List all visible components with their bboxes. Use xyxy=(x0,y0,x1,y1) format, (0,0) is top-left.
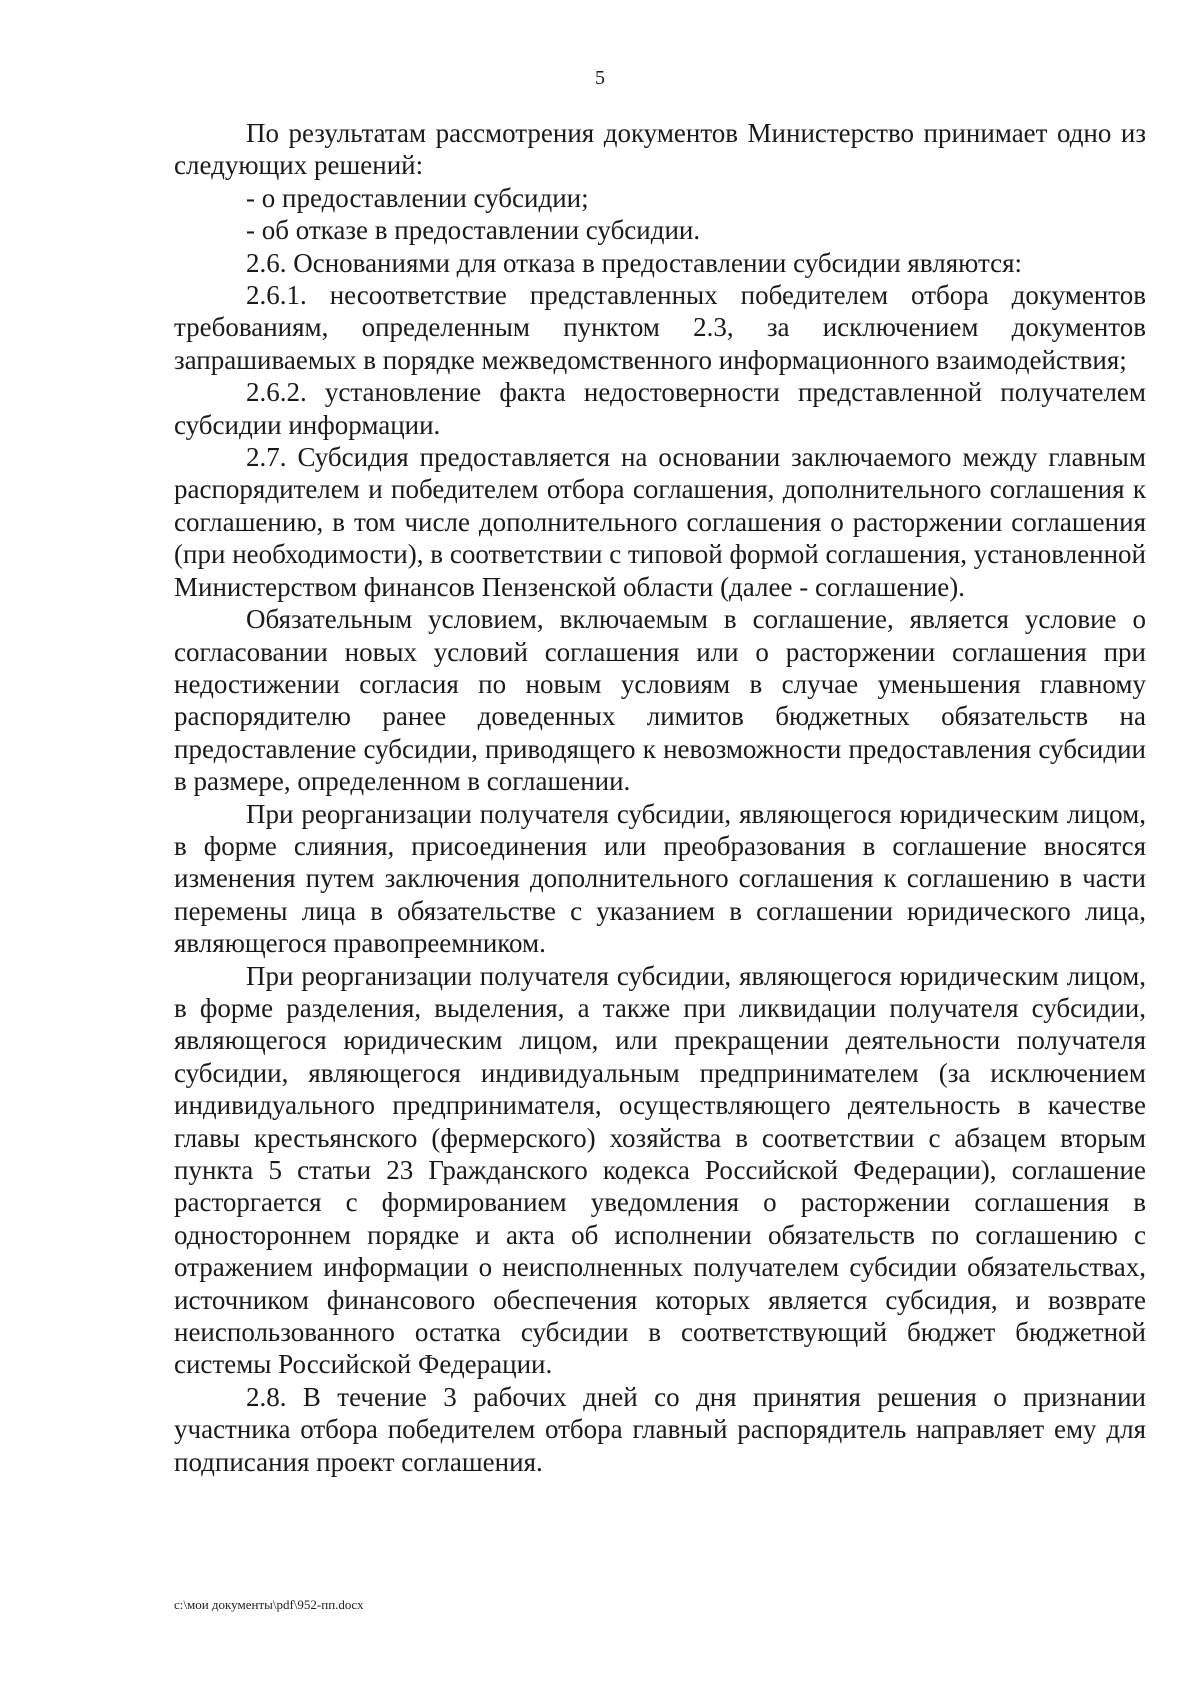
document-body xyxy=(174,117,1146,1478)
paragraph-2-6-1: 2.6.1. несоответствие представленных победителем отбора документов требованиям, определенным пунктом 2.3, за исключением документов запрашиваемых в порядке межведомственного информационного взаимодействия; xyxy=(174,280,1146,375)
paragraph-2-7: 2.7. Субсидия предоставляется на основании заключаемого между главным распорядителем и победителем отбора соглашения, дополнительного соглашения к соглашению, в том числе дополнительного соглашения о расторжении соглашения (при необходимости), в соответствии с типовой формой соглашения, установленной Министерством финансов Пензенской области (далее - соглашение). xyxy=(174,442,1146,602)
paragraph-decision-intro: По результатам рассмотрения документов Министерство принимает одно из следующих решений: xyxy=(174,118,1146,181)
paragraph-2-8: 2.8. В течение 3 рабочих дней со дня принятия решения о признании участника отбора победителем отбора главный распорядитель направляет ему для подписания проект соглашения. xyxy=(174,1381,1146,1477)
paragraph-2-6: 2.6. Основаниями для отказа в предоставлении субсидии являются: xyxy=(246,247,1022,278)
paragraph-2-6-2: 2.6.2. установление факта недостоверности представленной получателем субсидии информации. xyxy=(174,377,1146,440)
footer-file-path: c:\мои документы\pdf\952-пп.docx xyxy=(174,1597,364,1612)
list-item-refusal: - об отказе в предоставлении субсидии. xyxy=(246,215,701,246)
list-item-grant: - о предоставлении субсидии; xyxy=(246,182,589,213)
paragraph-reorganization-division: При реорганизации получателя субсидии, являющегося юридическим лицом, в форме разделения, выделения, а также при ликвидации получателя субсидии, являющегося юридическим лицом, или прекращении деятельности получателя субсидии, являющегося индивидуальным предпринимателем (за исключением индивидуального предпринимателя, осуществляющего деятельность в качестве главы крестьянского (фермерского) хозяйства в соответствии с абзацем вторым пункта 5 статьи 23 Гражданского кодекса Российской Федерации), соглашение расторгается с формированием уведомления о расторжении соглашения в одностороннем порядке и акта об исполнении обязательств по соглашению с отражением информации о неисполненных получателем субсидии обязательствах, источником финансового обеспечения которых является субсидия, и возврате неиспользованного остатка субсидии в соответствующий бюджет бюджетной системы Российской Федерации. xyxy=(174,960,1146,1380)
page-number: 5 xyxy=(595,67,605,89)
paragraph-mandatory-condition: Обязательным условием, включаемым в соглашение, является условие о согласовании новых условий соглашения или о расторжении соглашения при недостижении согласия по новым условиям в случае уменьшения главному распорядителю ранее доведенных лимитов бюджетных обязательств на предоставление субсидии, приводящего к невозможности предоставления субсидии в размере, определенном в соглашении. xyxy=(174,604,1146,797)
paragraph-reorganization-merger: При реорганизации получателя субсидии, являющегося юридическим лицом, в форме слияния, присоединения или преобразования в соглашение вносятся изменения путем заключения дополнительного соглашения к соглашению в части перемены лица в обязательстве с указанием в соглашении юридического лица, являющегося правопреемником. xyxy=(174,798,1146,959)
